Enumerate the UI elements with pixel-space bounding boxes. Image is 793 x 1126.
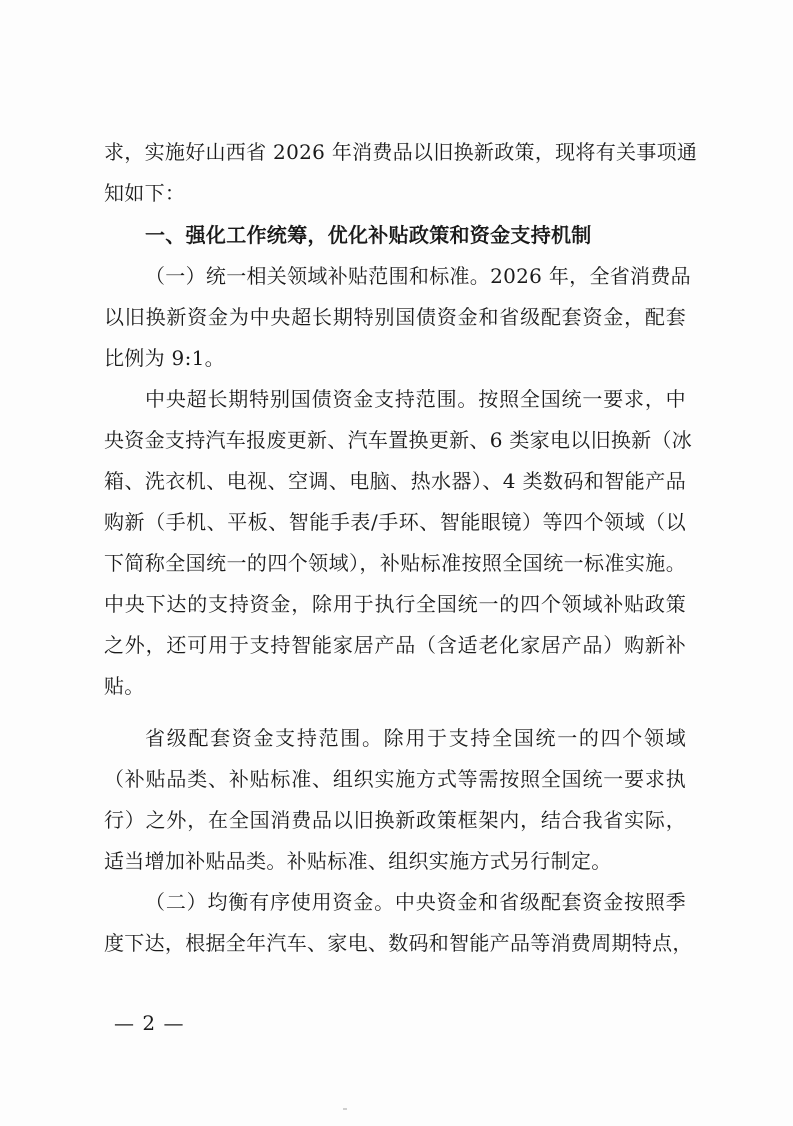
text-line: 贴。	[104, 674, 145, 698]
text-line: 知如下：	[104, 181, 186, 205]
text-line: 之外，还可用于支持智能家居产品（含适老化家居产品）购新补	[104, 633, 686, 657]
text-line: 下简称全国统一的四个领域），补贴标准按照全国统一标准实施。	[104, 551, 686, 575]
page-number: — 2 —	[114, 1011, 185, 1035]
text-line: 比例为 9:1。	[104, 346, 225, 370]
text-line: 以旧换新资金为中央超长期特别国债资金和省级配套资金，配套	[104, 305, 686, 329]
scan-speck	[343, 1108, 347, 1110]
section-heading: 一、强化工作统筹，优化补贴政策和资金支持机制	[145, 223, 592, 247]
text-line: 购新（手机、平板、智能手表/手环、智能眼镜）等四个领域（以	[104, 510, 686, 534]
text-line: （补贴品类、补贴标准、组织实施方式等需按照全国统一要求执	[104, 767, 686, 791]
text-line: 求，实施好山西省 2026 年消费品以旧换新政策，现将有关事项通	[104, 140, 698, 164]
text-line: 度下达，根据全年汽车、家电、数码和智能产品等消费周期特点，	[104, 931, 693, 955]
text-line: （二）均衡有序使用资金。中央资金和省级配套资金按照季	[145, 890, 686, 914]
text-line: 箱、洗衣机、电视、空调、电脑、热水器）、4 类数码和智能产品	[104, 469, 686, 493]
text-line: 央资金支持汽车报废更新、汽车置换更新、6 类家电以旧换新（冰	[104, 428, 693, 452]
text-line: （一）统一相关领域补贴范围和标准。2026 年，全省消费品	[145, 264, 691, 288]
text-line: 行）之外，在全国消费品以旧换新政策框架内，结合我省实际，	[104, 808, 686, 832]
text-line: 适当增加补贴品类。补贴标准、组织实施方式另行制定。	[104, 849, 612, 873]
text-line: 省级配套资金支持范围。除用于支持全国统一的四个领域	[145, 726, 686, 750]
text-line: 中央超长期特别国债资金支持范围。按照全国统一要求，中	[145, 387, 686, 411]
text-line: 中央下达的支持资金，除用于执行全国统一的四个领域补贴政策	[104, 592, 686, 616]
